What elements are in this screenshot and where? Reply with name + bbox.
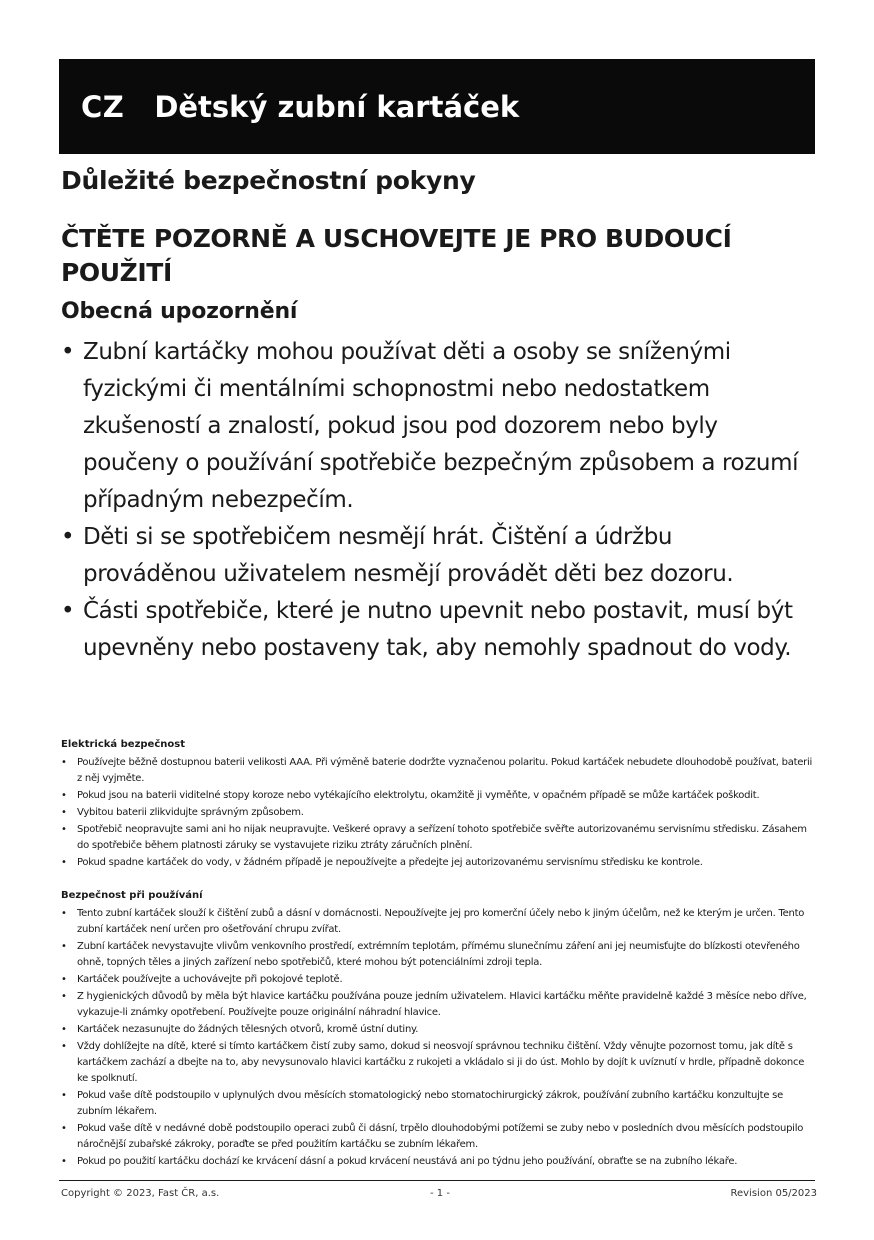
list-item [61, 939, 817, 971]
list-item [61, 334, 801, 519]
list-item-text: Pokud jsou na baterii viditelné stopy koroze nebo vytékajícího elektrolytu, okamžitě ji vyměňte, v opačném případě se může kartáček poškodit. [77, 790, 760, 801]
bullet: • [61, 908, 67, 919]
list-item-text: Pokud spadne kartáček do vody, v žádném případě je nepoužívejte a předejte jej autorizovanému servisnímu středisku ke kontrole. [77, 857, 703, 868]
general-warnings-heading: Obecná upozornění [61, 299, 298, 324]
bullet: • [61, 1024, 67, 1035]
bullet: • [61, 1156, 67, 1167]
list-item-text: Tento zubní kartáček slouží k čištění zubů a dásní v domácnosti. Nepoužívejte jej pro komerční účely nebo k jiným účelům, než ke kterým je určen. Tento zubní kartáček není určen pro ošetřování chrupu zvířat. [77, 908, 805, 935]
list-item-text: Zubní kartáčky mohou používat děti a osoby se sníženými fyzickými či mentálními schopnostmi nebo nedostatkem zkušeností a znalostí, pokud jsou pod dozorem nebo byly poučeny o používání spotřebiče bezpečným způsobem a rozumí případným nebezpečím. [83, 339, 799, 513]
bullet: • [61, 790, 67, 801]
bullet: • [61, 807, 67, 818]
bullet: • [61, 757, 67, 768]
list-item-text: Spotřebič neopravujte sami ani ho nijak neupravujte. Veškeré opravy a seřízení tohoto spotřebiče svěřte autorizovanému servisnímu středisku. Zásahem do spotřebiče během platnosti záruky se vystavujete riziku ztráty záručních plnění. [77, 824, 807, 851]
electrical-safety-list [61, 755, 817, 871]
list-item [61, 1022, 817, 1038]
list-item [61, 593, 801, 667]
list-item-text: Pokud po použití kartáčku dochází ke krvácení dásní a pokud krvácení neustává ani po týdnu jeho používání, obraťte se na zubního lékaře. [77, 1156, 738, 1167]
bullet: • [61, 974, 67, 985]
usage-safety-list [61, 906, 817, 1170]
bullet: • [61, 857, 67, 868]
bullet: • [61, 339, 75, 365]
usage-safety-section [61, 888, 817, 1171]
list-item-text: Používejte běžně dostupnou baterii velikosti AAA. Při výměně baterie dodržte vyznačenou polaritu. Pokud kartáček nebudete dlouhodobě používat, baterii z něj vyjměte. [77, 757, 813, 784]
copyright-text: Copyright © 2023, Fast ČR, a.s. [61, 1188, 220, 1199]
bullet: • [61, 991, 67, 1002]
bullet: • [61, 1123, 67, 1134]
bullet: • [61, 941, 67, 952]
list-item-text: Vždy dohlížejte na dítě, které si tímto kartáčkem čistí zuby samo, dokud si neosvojí správnou techniku čištění. Vždy věnujte pozornost tomu, jak dítě s kartáčkem zachází a dbejte na to, aby nevysunovalo hlavici kartáčku z rukojeti a vkládalo si ji do úst. Mohlo by dojít k uvíznutí v hrdle, případně dokonce ke spolknutí. [77, 1041, 805, 1084]
revision-text: Revision 05/2023 [730, 1188, 817, 1199]
list-item [61, 788, 817, 804]
list-item-text: Zubní kartáček nevystavujte vlivům venkovního prostředí, extrémním teplotám, přímému slunečnímu záření ani jej neumisťujte do blízkosti otevřeného ohně, topných těles a jiných zařízení nebo spotřebičů, které mohou být potenciálními zdroji tepla. [77, 941, 800, 968]
bullet: • [61, 824, 67, 835]
section-title: Bezpečnost při používání [61, 890, 203, 901]
read-carefully-heading: ČTĚTE POZORNĚ A USCHOVEJTE JE PRO BUDOUCÍ POUŽITÍ [61, 224, 732, 287]
bullet: • [61, 524, 75, 550]
document-title: Dětský zubní kartáček [154, 89, 520, 124]
list-item [61, 519, 801, 593]
general-warnings-list [61, 334, 801, 667]
list-item [61, 1121, 817, 1153]
section-title: Elektrická bezpečnost [61, 739, 185, 750]
list-item [61, 805, 817, 821]
bullet: • [61, 1090, 67, 1101]
list-item [61, 822, 817, 854]
list-item-text: Kartáček používejte a uchovávejte při pokojové teplotě. [77, 974, 343, 985]
list-item [61, 855, 817, 871]
list-item [61, 972, 817, 988]
list-item-text: Části spotřebiče, které je nutno upevnit nebo postavit, musí být upevněny nebo postaveny tak, aby nemohly spadnout do vody. [83, 598, 793, 661]
bullet: • [61, 1041, 67, 1052]
list-item-text: Pokud vaše dítě v nedávné době podstoupilo operaci zubů či dásní, trpělo dlouhodobými potížemi se zuby nebo v posledních dvou měsících podstoupilo náročnější zubařské zákroky, poraďte se před použitím kartáčku se zubním lékařem. [77, 1123, 804, 1150]
language-code: CZ [81, 89, 125, 124]
footer-divider [59, 1180, 815, 1181]
list-item-text: Děti si se spotřebičem nesmějí hrát. Čištění a údržbu prováděnou uživatelem nesmějí provádět děti bez dozoru. [83, 524, 734, 587]
header-banner [59, 59, 815, 154]
list-item [61, 906, 817, 938]
list-item [61, 989, 817, 1021]
electrical-safety-section [61, 737, 817, 872]
list-item [61, 1154, 817, 1170]
bullet: • [61, 598, 75, 624]
list-item-text: Vybitou baterii zlikvidujte správným způsobem. [77, 807, 304, 818]
list-item [61, 1039, 817, 1087]
list-item [61, 755, 817, 787]
list-item-text: Kartáček nezasunujte do žádných tělesných otvorů, kromě ústní dutiny. [77, 1024, 419, 1035]
list-item [61, 1088, 817, 1120]
page-number: - 1 - [430, 1188, 450, 1199]
list-item-text: Z hygienických důvodů by měla být hlavice kartáčku používána pouze jedním uživatelem. Hlavici kartáčku měňte pravidelně každé 3 měsíce nebo dříve, vykazuje-li známky opotřebení. Používejte pouze originální náhradní hlavice. [77, 991, 807, 1018]
list-item-text: Pokud vaše dítě podstoupilo v uplynulých dvou měsících stomatologický nebo stomatochirurgický zákrok, používání zubního kartáčku konzultujte se zubním lékařem. [77, 1090, 784, 1117]
safety-heading: Důležité bezpečnostní pokyny [61, 166, 476, 195]
